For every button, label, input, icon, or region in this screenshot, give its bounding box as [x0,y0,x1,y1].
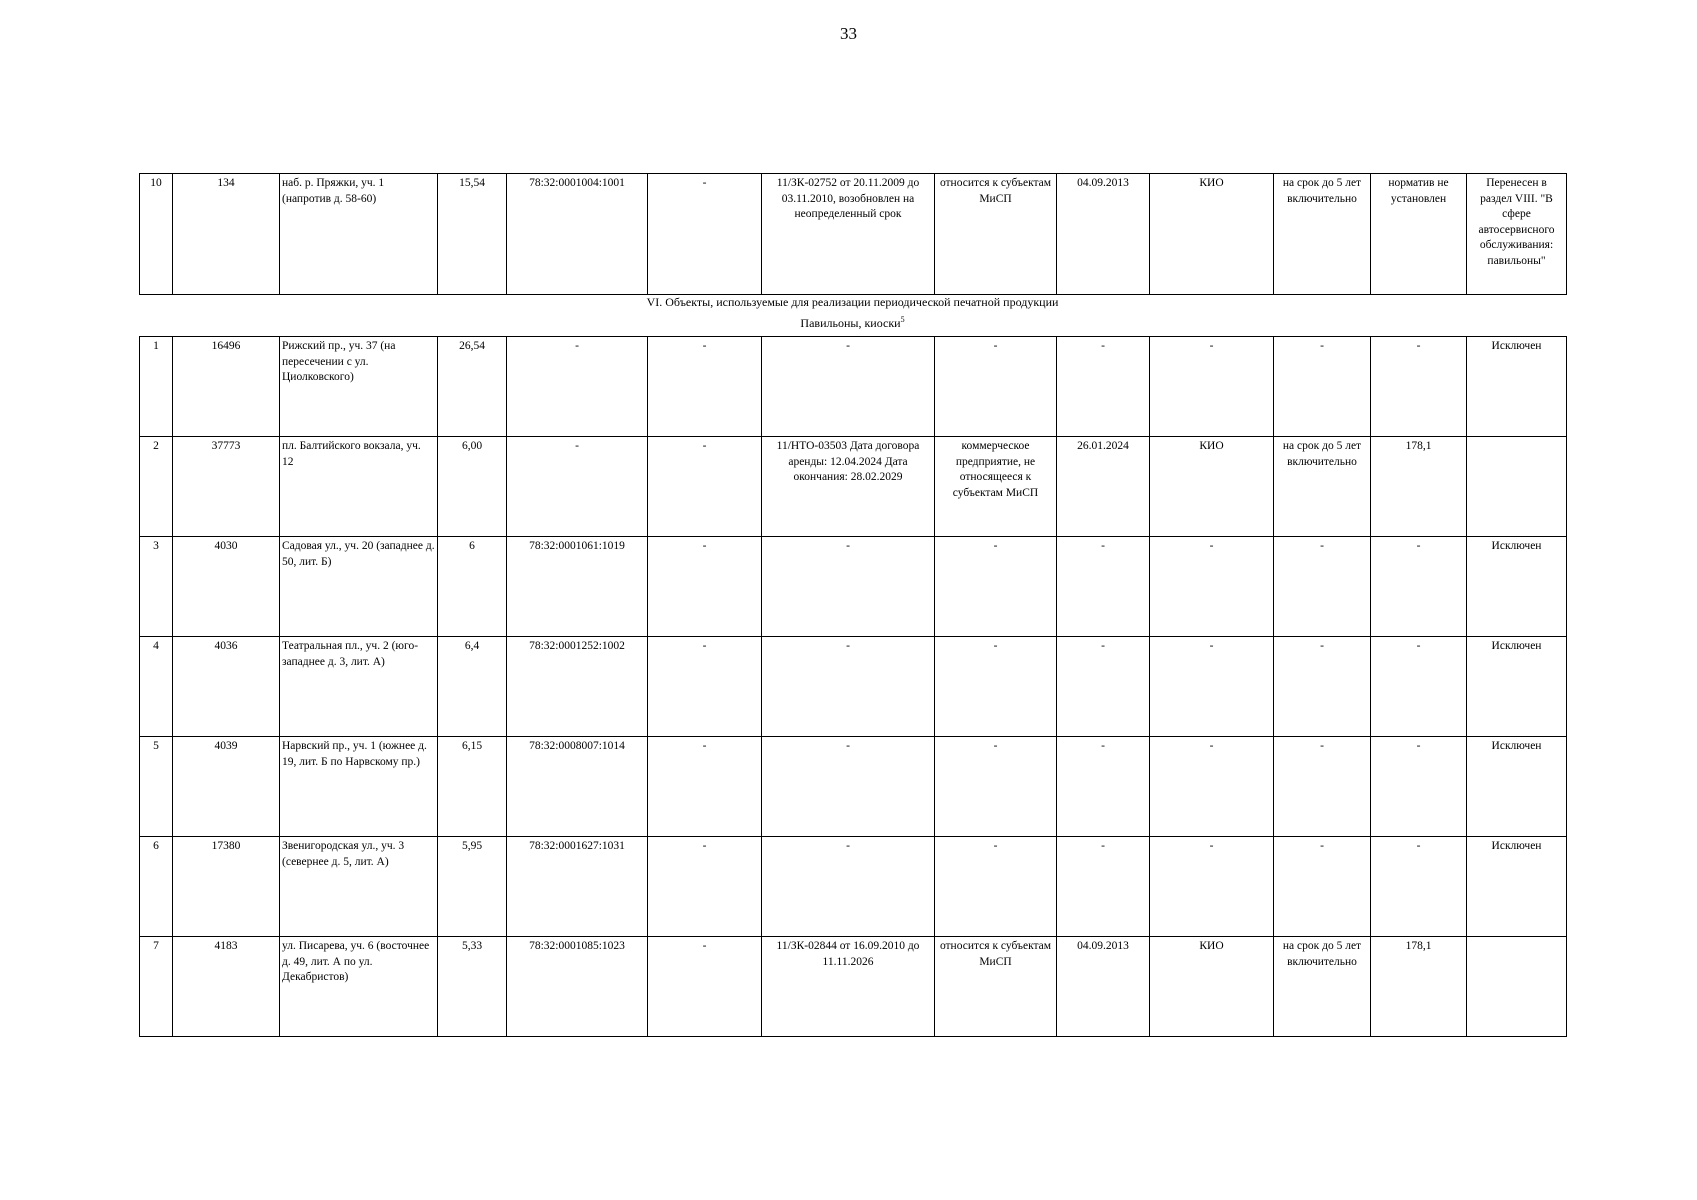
table-cell: 4039 [173,737,280,837]
table-cell: - [1150,637,1274,737]
table-cell: - [1150,837,1274,937]
table-cell: - [1057,737,1150,837]
table-cell: на срок до 5 лет включительно [1274,937,1371,1037]
table-cell: КИО [1150,437,1274,537]
table-cell: на срок до 5 лет включительно [1274,437,1371,537]
table-cell: КИО [1150,937,1274,1037]
table-cell: 78:32:0001085:1023 [507,937,648,1037]
table-cell: - [1057,637,1150,737]
table-cell: 2 [140,437,173,537]
table-cell: - [1274,737,1371,837]
table-cell: - [1274,837,1371,937]
table-cell: 5,33 [438,937,507,1037]
table-cell: 5 [140,737,173,837]
table-cell: относится к субъектам МиСП [935,937,1057,1037]
table-cell: - [935,737,1057,837]
page-number: 33 [840,24,857,43]
table-cell: - [648,337,762,437]
table-row [140,937,1567,1037]
section-title: VI. Объекты, используемые для реализации периодической печатной продукции [646,295,1059,309]
table-cell: - [762,837,935,937]
table-row [140,637,1567,737]
table-cell: 7 [140,937,173,1037]
table-cell: - [1057,337,1150,437]
table-cell: 78:32:0008007:1014 [507,737,648,837]
table-cell: 11/ЗК-02752 от 20.11.2009 до 03.11.2010, возобновлен на неопределенный срок [762,174,935,295]
table-cell: - [1150,537,1274,637]
table-cell: 178,1 [1371,937,1467,1037]
table-cell: - [1274,637,1371,737]
table-cell: 4030 [173,537,280,637]
table-cell: норматив не установлен [1371,174,1467,295]
table-cell: - [1371,737,1467,837]
table-row [140,537,1567,637]
table-cell: 78:32:0001252:1002 [507,637,648,737]
table-cell [1467,937,1567,1037]
table-cell: Исключен [1467,737,1567,837]
table-cell: 4036 [173,637,280,737]
table-cell: - [762,537,935,637]
table-cell: Исключен [1467,537,1567,637]
table-cell: 11/НТО-03503 Дата договора аренды: 12.04.2024 Дата окончания: 28.02.2029 [762,437,935,537]
table-cell: - [935,337,1057,437]
table-cell: ул. Писарева, уч. 6 (восточнее д. 49, лит. А по ул. Декабристов) [280,937,438,1037]
table-cell: 26,54 [438,337,507,437]
table-cell: 6 [140,837,173,937]
table-cell: 6,4 [438,637,507,737]
table-cell: 6,00 [438,437,507,537]
table-cell: 78:32:0001061:1019 [507,537,648,637]
table-cell: 37773 [173,437,280,537]
table-cell [1467,437,1567,537]
table-cell: на срок до 5 лет включительно [1274,174,1371,295]
table-cell: 16496 [173,337,280,437]
table-cell: 5,95 [438,837,507,937]
table-row [140,174,1567,295]
table-cell: - [935,637,1057,737]
table-cell: Исключен [1467,337,1567,437]
table-cell: - [507,437,648,537]
table-cell: 10 [140,174,173,295]
table-row [140,837,1567,937]
table-cell: наб. р. Пряжки, уч. 1 (напротив д. 58-60) [280,174,438,295]
table-cell: - [1057,837,1150,937]
table-cell: 04.09.2013 [1057,174,1150,295]
table-cell: 1 [140,337,173,437]
table-cell: 4 [140,637,173,737]
table-cell: - [1371,637,1467,737]
footnote-marker: 5 [900,315,905,324]
table-cell: 17380 [173,837,280,937]
table-row [140,737,1567,837]
table-cell: - [935,537,1057,637]
table-cell: - [648,937,762,1037]
table-cell: Садовая ул., уч. 20 (западнее д. 50, лит. Б) [280,537,438,637]
table-cell: 15,54 [438,174,507,295]
table-cell: 3 [140,537,173,637]
table-cell: 78:32:0001627:1031 [507,837,648,937]
table-cell: - [648,437,762,537]
table-cell: - [762,337,935,437]
table-cell: - [935,837,1057,937]
table-cell: Театральная пл., уч. 2 (юго-западнее д. 3, лит. А) [280,637,438,737]
top-table [139,173,1567,295]
table-cell: - [762,737,935,837]
table-cell: коммерческое предприятие, не относящееся к субъектам МиСП [935,437,1057,537]
table-cell: - [1274,337,1371,437]
table-cell: - [1371,837,1467,937]
table-cell: - [762,637,935,737]
table-cell: Исключен [1467,637,1567,737]
table-cell: Нарвский пр., уч. 1 (южнее д. 19, лит. Б по Нарвскому пр.) [280,737,438,837]
table-cell: 4183 [173,937,280,1037]
table-cell: 6,15 [438,737,507,837]
table-cell: - [1057,537,1150,637]
table-cell: 26.01.2024 [1057,437,1150,537]
main-table [139,336,1567,1037]
table-cell: Звенигородская ул., уч. 3 (севернее д. 5, лит. А) [280,837,438,937]
table-cell: - [648,737,762,837]
table-cell: 78:32:0001004:1001 [507,174,648,295]
table-cell: - [648,174,762,295]
table-cell: - [648,637,762,737]
table-cell: Исключен [1467,837,1567,937]
table-cell: - [1274,537,1371,637]
table-cell: - [648,837,762,937]
table-cell: относится к субъектам МиСП [935,174,1057,295]
table-cell: - [1371,337,1467,437]
sub-title [139,315,1566,331]
table-cell: - [1150,737,1274,837]
sub-title-text: Павильоны, киоски [800,316,901,330]
table-cell: 04.09.2013 [1057,937,1150,1037]
table-cell: Перенесен в раздел VIII. "В сфере автосервисного обслуживания: павильоны" [1467,174,1567,295]
table-cell: - [648,537,762,637]
table-cell: - [1150,337,1274,437]
table-cell: 134 [173,174,280,295]
table-cell: пл. Балтийского вокзала, уч. 12 [280,437,438,537]
table-cell: 11/ЗК-02844 от 16.09.2010 до 11.11.2026 [762,937,935,1037]
table-cell: КИО [1150,174,1274,295]
table-cell: 178,1 [1371,437,1467,537]
table-cell: Рижский пр., уч. 37 (на пересечении с ул. Циолковского) [280,337,438,437]
table-cell: 6 [438,537,507,637]
table-row [140,437,1567,537]
table-cell: - [507,337,648,437]
table-cell: - [1371,537,1467,637]
table-row [140,337,1567,437]
